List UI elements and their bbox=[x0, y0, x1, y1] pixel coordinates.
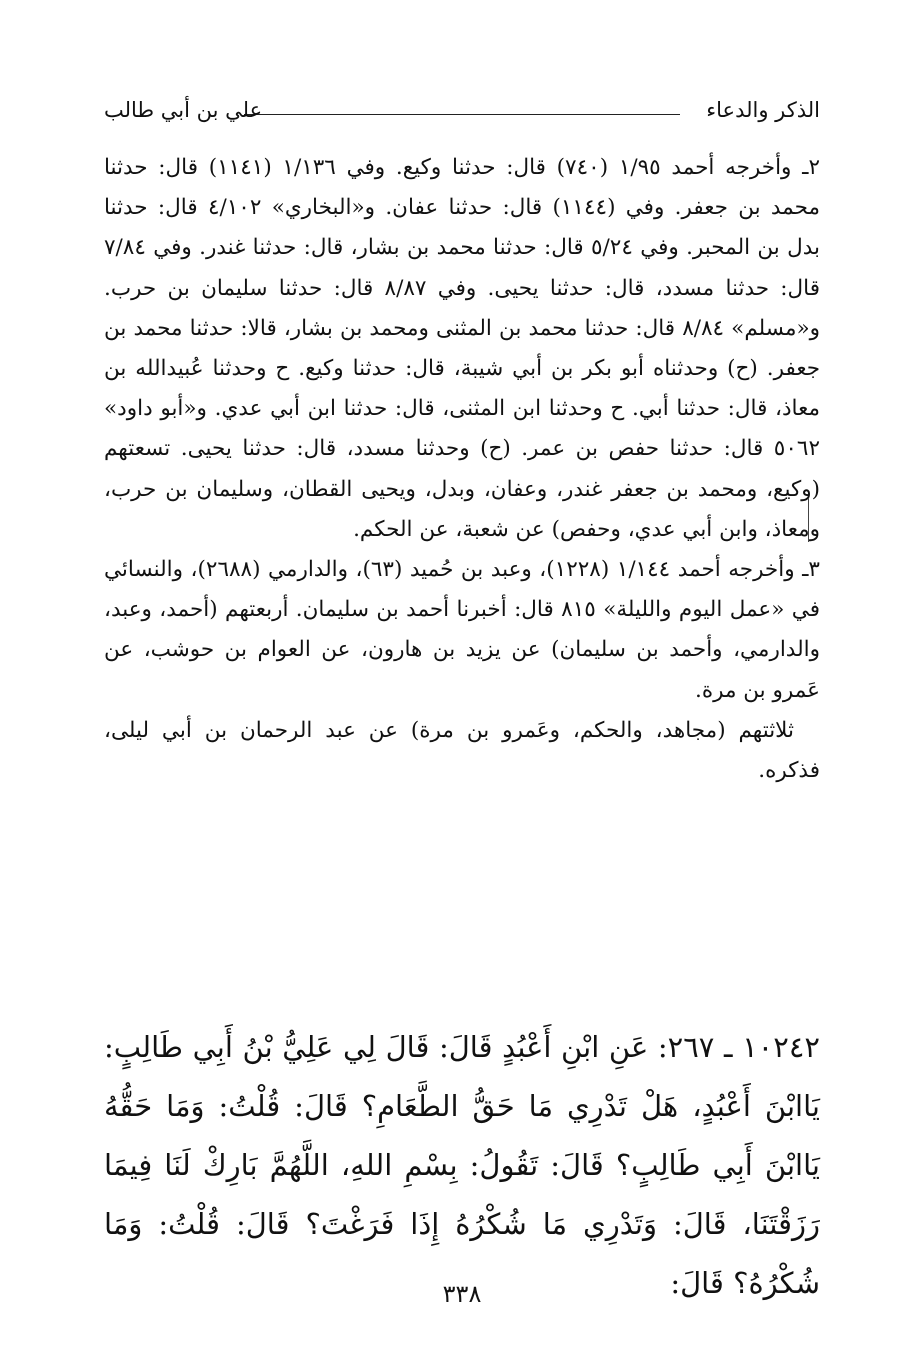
chapter-title: علي بن أبي طالب bbox=[104, 98, 263, 122]
margin-mark bbox=[808, 498, 809, 542]
note-summary: ثلاثتهم (مجاهد، والحكم، وعَمرو بن مرة) عن عبد الرحمان بن أبي ليلى، فذكره. bbox=[104, 717, 820, 784]
page-number: ٣٣٨ bbox=[442, 1280, 482, 1308]
hadith-text-block bbox=[104, 1018, 820, 1313]
hadith-text: عَنِ ابْنِ أَعْبُدٍ قَالَ: قَالَ لِي عَلِيُّ بْنُ أَبِي طَالِبٍ: يَاابْنَ أَعْبُدٍ، هَلْ تَدْرِي مَا حَقُّ الطَّعَامِ؟ قَالَ: قُلْتُ: وَمَا حَقُّهُ يَاابْنَ أَبِي طَالِبٍ؟ قَالَ: تَقُولُ: بِسْمِ اللهِ، اللَّهُمَّ بَارِكْ لَنَا فِيمَا رَزَقْتَنَا، قَالَ: وَتَدْرِي مَا شُكْرُهُ إِذَا فَرَغْتَ؟ قَالَ: قُلْتُ: وَمَا شُكْرُهُ؟ قَالَ: bbox=[104, 1030, 820, 1300]
section-title: الذكر والدعاء bbox=[706, 98, 820, 122]
note-2: ٢ـ وأخرجه أحمد ١/٩٥ (٧٤٠) قال: حدثنا وكيع. وفي ١/١٣٦ (١١٤١) قال: حدثنا محمد بن جعفر. وفي (١١٤٤) قال: حدثنا عفان. و«البخاري» ٤/١٠٢ قال: حدثنا بدل بن المحبر. وفي ٥/٢٤ قال: حدثنا محمد بن بشار، قال: حدثنا غندر. وفي ٧/٨٤ قال: حدثنا مسدد، قال: حدثنا يحيى. وفي ٨/٨٧ قال: حدثنا سليمان بن حرب. و«مسلم» ٨/٨٤ قال: حدثنا محمد بن المثنى ومحمد بن بشار، قالا: حدثنا محمد بن جعفر. (ح) وحدثناه أبو بكر بن أبي شيبة، قال: حدثنا وكيع. ح وحدثنا عُبيدالله بن معاذ، قال: حدثنا أبي. ح وحدثنا ابن المثنى، قال: حدثنا ابن أبي عدي. و«أبو داود» ٥٠٦٢ قال: حدثنا حفص بن عمر. (ح) وحدثنا مسدد، قال: حدثنا يحيى. تسعتهم (وكيع، ومحمد بن جعفر غندر، وعفان، وبدل، ويحيى القطان، وسليمان بن حرب، ومعاذ، وابن أبي عدي، وحفص) عن شعبة، عن الحكم. bbox=[104, 155, 820, 542]
header-rule bbox=[244, 114, 680, 115]
hadith-number: ١٠٢٤٢ ـ ٢٦٧: bbox=[657, 1030, 820, 1064]
note-3: ٣ـ وأخرجه أحمد ١/١٤٤ (١٢٢٨)، وعبد بن حُميد (٦٣)، والدارمي (٢٦٨٨)، والنسائي في «عمل اليوم والليلة» ٨١٥ قال: أخبرنا أحمد بن سليمان. أربعتهم (أحمد، وعبد، والدارمي، وأحمد بن سليمان) عن يزيد بن هارون، عن العوام بن حوشب، عن عَمرو بن مرة. bbox=[104, 557, 820, 703]
footnotes-block bbox=[104, 148, 820, 791]
running-header bbox=[104, 92, 820, 132]
